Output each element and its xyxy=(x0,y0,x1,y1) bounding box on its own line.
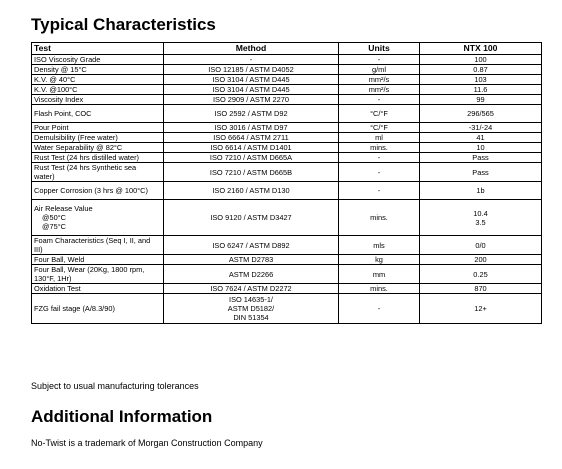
cell-line: mm²/s xyxy=(368,75,390,84)
cell-line: Flash Point, COC xyxy=(34,109,92,118)
cell-value xyxy=(420,123,542,133)
cell-test xyxy=(32,265,164,284)
cell-line: Oxidation Test xyxy=(34,284,81,293)
cell-line: ISO 2592 / ASTM D92 xyxy=(214,109,288,118)
cell-test xyxy=(32,200,164,236)
header-test: Test xyxy=(32,43,164,55)
cell-line: 12+ xyxy=(474,304,487,313)
cell-method xyxy=(164,163,339,182)
cell-test xyxy=(32,65,164,75)
cell-line: - xyxy=(377,167,381,177)
cell-line: 3.5 xyxy=(475,217,486,227)
cell-units xyxy=(339,85,420,95)
cell-value xyxy=(420,182,542,200)
cell-line: ASTM D5182/ xyxy=(227,304,275,313)
cell-method xyxy=(164,55,339,65)
cell-line: Pass xyxy=(472,153,489,162)
cell-line: Pour Point xyxy=(34,123,69,132)
cell-line: ISO 6247 / ASTM D892 xyxy=(212,240,290,250)
cell-line: - xyxy=(377,186,381,195)
cell-line: ISO 7210 / ASTM D665B xyxy=(209,167,293,177)
cell-units xyxy=(339,236,420,255)
cell-method xyxy=(164,236,339,255)
table-row xyxy=(32,75,542,85)
cell-units xyxy=(339,133,420,143)
table-row xyxy=(32,153,542,163)
cell-method xyxy=(164,294,339,324)
cell-test xyxy=(32,182,164,200)
cell-units xyxy=(339,265,420,284)
cell-line: g/ml xyxy=(372,65,386,74)
table-row xyxy=(32,105,542,123)
cell-units xyxy=(339,75,420,85)
page-title: Typical Characteristics xyxy=(31,15,216,34)
cell-line: ASTM D2266 xyxy=(228,269,274,279)
cell-line: ISO Viscosity Grade xyxy=(34,55,101,64)
cell-line: 0.87 xyxy=(473,65,488,74)
cell-line: ISO 7210 / ASTM D665A xyxy=(209,153,293,162)
cell-line: Rust Test (24 hrs Synthetic sea xyxy=(34,163,137,172)
trademark-note: No-Twist is a trademark of Morgan Construction Company xyxy=(31,438,263,448)
cell-line: 41 xyxy=(476,133,485,142)
cell-line: kg xyxy=(375,255,383,264)
cell-method xyxy=(164,284,339,294)
header-value: NTX 100 xyxy=(420,43,542,55)
cell-value xyxy=(420,153,542,163)
cell-line: Foam Characteristics (Seq I, II, and xyxy=(34,236,151,245)
cell-line: FZG fail stage (A/8.3/90) xyxy=(34,304,115,313)
cell-test xyxy=(32,133,164,143)
cell-line: water) xyxy=(34,172,55,181)
header-method: Method xyxy=(164,43,339,55)
cell-value xyxy=(420,163,542,182)
cell-method xyxy=(164,153,339,163)
cell-line: °C/°F xyxy=(370,123,388,132)
cell-line: Viscosity Index xyxy=(34,95,84,104)
cell-line: K.V. @100°C xyxy=(34,85,78,94)
cell-line: 10 xyxy=(476,143,485,152)
cell-test xyxy=(32,294,164,324)
cell-line: mm xyxy=(372,269,386,279)
cell-method xyxy=(164,75,339,85)
cell-test xyxy=(32,75,164,85)
cell-units xyxy=(339,255,420,265)
cell-line: DIN 51354 xyxy=(233,313,269,322)
cell-line: Demulsibility (Free water) xyxy=(34,133,118,142)
cell-line: mls xyxy=(373,240,385,250)
cell-line: 99 xyxy=(476,95,485,104)
cell-line: Rust Test (24 hrs distilled water) xyxy=(34,153,140,162)
cell-test xyxy=(32,95,164,105)
cell-line: 103 xyxy=(474,75,487,84)
cell-method xyxy=(164,265,339,284)
cell-line: ISO 2909 / ASTM 2270 xyxy=(212,95,289,104)
table-row xyxy=(32,265,542,284)
cell-line: III) xyxy=(34,245,43,254)
cell-units xyxy=(339,153,420,163)
header-units: Units xyxy=(339,43,420,55)
cell-value xyxy=(420,284,542,294)
cell-method xyxy=(164,255,339,265)
cell-units xyxy=(339,95,420,105)
cell-line: ISO 2160 / ASTM D130 xyxy=(212,186,290,195)
cell-line: - xyxy=(377,95,381,104)
cell-method xyxy=(164,143,339,153)
cell-line: ISO 3016 / ASTM D97 xyxy=(214,123,288,132)
cell-units xyxy=(339,182,420,200)
table-row xyxy=(32,200,542,236)
cell-line: - xyxy=(377,304,381,313)
cell-value xyxy=(420,294,542,324)
cell-units xyxy=(339,163,420,182)
table-row xyxy=(32,65,542,75)
characteristics-table xyxy=(31,42,542,324)
cell-line: 130°F, 1Hr) xyxy=(34,274,72,283)
cell-units xyxy=(339,55,420,65)
cell-line: 200 xyxy=(474,255,487,264)
cell-line: ISO 6664 / ASTM 2711 xyxy=(213,133,289,142)
cell-units xyxy=(339,123,420,133)
cell-value xyxy=(420,75,542,85)
cell-line: 100 xyxy=(474,55,487,64)
cell-value xyxy=(420,95,542,105)
cell-test xyxy=(32,153,164,163)
cell-value xyxy=(420,65,542,75)
cell-line: 870 xyxy=(474,284,487,293)
cell-value xyxy=(420,55,542,65)
cell-line: Air Release Value xyxy=(34,204,93,213)
cell-line: Four Ball, Wear (20Kg, 1800 rpm, xyxy=(34,265,145,274)
cell-units xyxy=(339,65,420,75)
cell-value xyxy=(420,236,542,255)
cell-value xyxy=(420,200,542,236)
cell-line: ISO 14635-1/ xyxy=(229,295,273,304)
cell-line: 296/565 xyxy=(467,109,494,118)
table-row xyxy=(32,133,542,143)
cell-line: ISO 3104 / ASTM D445 xyxy=(212,85,290,94)
cell-value xyxy=(420,265,542,284)
cell-value xyxy=(420,143,542,153)
table-row xyxy=(32,284,542,294)
table-row xyxy=(32,95,542,105)
cell-method xyxy=(164,85,339,95)
cell-test xyxy=(32,123,164,133)
cell-line: Copper Corrosion (3 hrs @ 100°C) xyxy=(34,186,148,195)
cell-line: mm²/s xyxy=(368,85,390,94)
cell-test xyxy=(32,236,164,255)
cell-line: mins. xyxy=(370,143,388,152)
table-row xyxy=(32,55,542,65)
table-row xyxy=(32,163,542,182)
cell-value xyxy=(420,105,542,123)
cell-test xyxy=(32,105,164,123)
cell-method xyxy=(164,182,339,200)
cell-line: ISO 6614 / ASTM D1401 xyxy=(210,143,292,152)
cell-test xyxy=(32,55,164,65)
cell-method xyxy=(164,123,339,133)
cell-line: mins. xyxy=(370,284,388,293)
cell-line: mins. xyxy=(370,213,388,222)
cell-method xyxy=(164,105,339,123)
cell-line: - xyxy=(377,153,381,162)
cell-line: ISO 12185 / ASTM D4052 xyxy=(208,65,294,74)
cell-method xyxy=(164,65,339,75)
cell-value xyxy=(420,85,542,95)
cell-value xyxy=(420,255,542,265)
cell-line: ml xyxy=(375,133,383,142)
section-title: Additional Information xyxy=(31,407,213,426)
cell-method xyxy=(164,95,339,105)
cell-line: @50°C xyxy=(42,213,67,222)
cell-line: ISO 7624 / ASTM D2272 xyxy=(210,284,292,293)
cell-units xyxy=(339,294,420,324)
cell-line: 0.25 xyxy=(473,269,488,279)
table-row xyxy=(32,255,542,265)
table-header-row xyxy=(32,43,542,55)
cell-line: °C/°F xyxy=(370,109,388,118)
cell-line: K.V. @ 40°C xyxy=(34,75,76,84)
cell-test xyxy=(32,255,164,265)
cell-units xyxy=(339,105,420,123)
cell-line: Four Ball, Weld xyxy=(34,255,85,264)
table-row xyxy=(32,294,542,324)
cell-line: - xyxy=(377,55,381,64)
cell-test xyxy=(32,163,164,182)
tolerance-note: Subject to usual manufacturing tolerances xyxy=(31,381,199,391)
table-row xyxy=(32,236,542,255)
cell-line: 1b xyxy=(476,186,485,195)
table-row xyxy=(32,123,542,133)
cell-line: @75°C xyxy=(42,222,67,231)
cell-line: - xyxy=(249,55,253,64)
cell-line: 10.4 xyxy=(473,208,488,218)
cell-line: 0/0 xyxy=(475,240,486,250)
cell-line: -31/-24 xyxy=(468,123,493,132)
cell-line: ASTM D2783 xyxy=(228,255,274,264)
cell-test xyxy=(32,143,164,153)
cell-line: Pass xyxy=(472,167,489,177)
cell-method xyxy=(164,200,339,236)
table-row xyxy=(32,143,542,153)
cell-line: Water Separability @ 82°C xyxy=(34,143,123,152)
cell-method xyxy=(164,133,339,143)
table-row xyxy=(32,182,542,200)
cell-units xyxy=(339,200,420,236)
cell-test xyxy=(32,85,164,95)
cell-line: ISO 3104 / ASTM D445 xyxy=(212,75,290,84)
table-row xyxy=(32,85,542,95)
cell-line: ISO 9120 / ASTM D3427 xyxy=(210,213,292,222)
cell-units xyxy=(339,284,420,294)
cell-units xyxy=(339,143,420,153)
cell-line: 11.6 xyxy=(473,85,488,94)
cell-line: Density @ 15°C xyxy=(34,65,87,74)
cell-value xyxy=(420,133,542,143)
cell-test xyxy=(32,284,164,294)
